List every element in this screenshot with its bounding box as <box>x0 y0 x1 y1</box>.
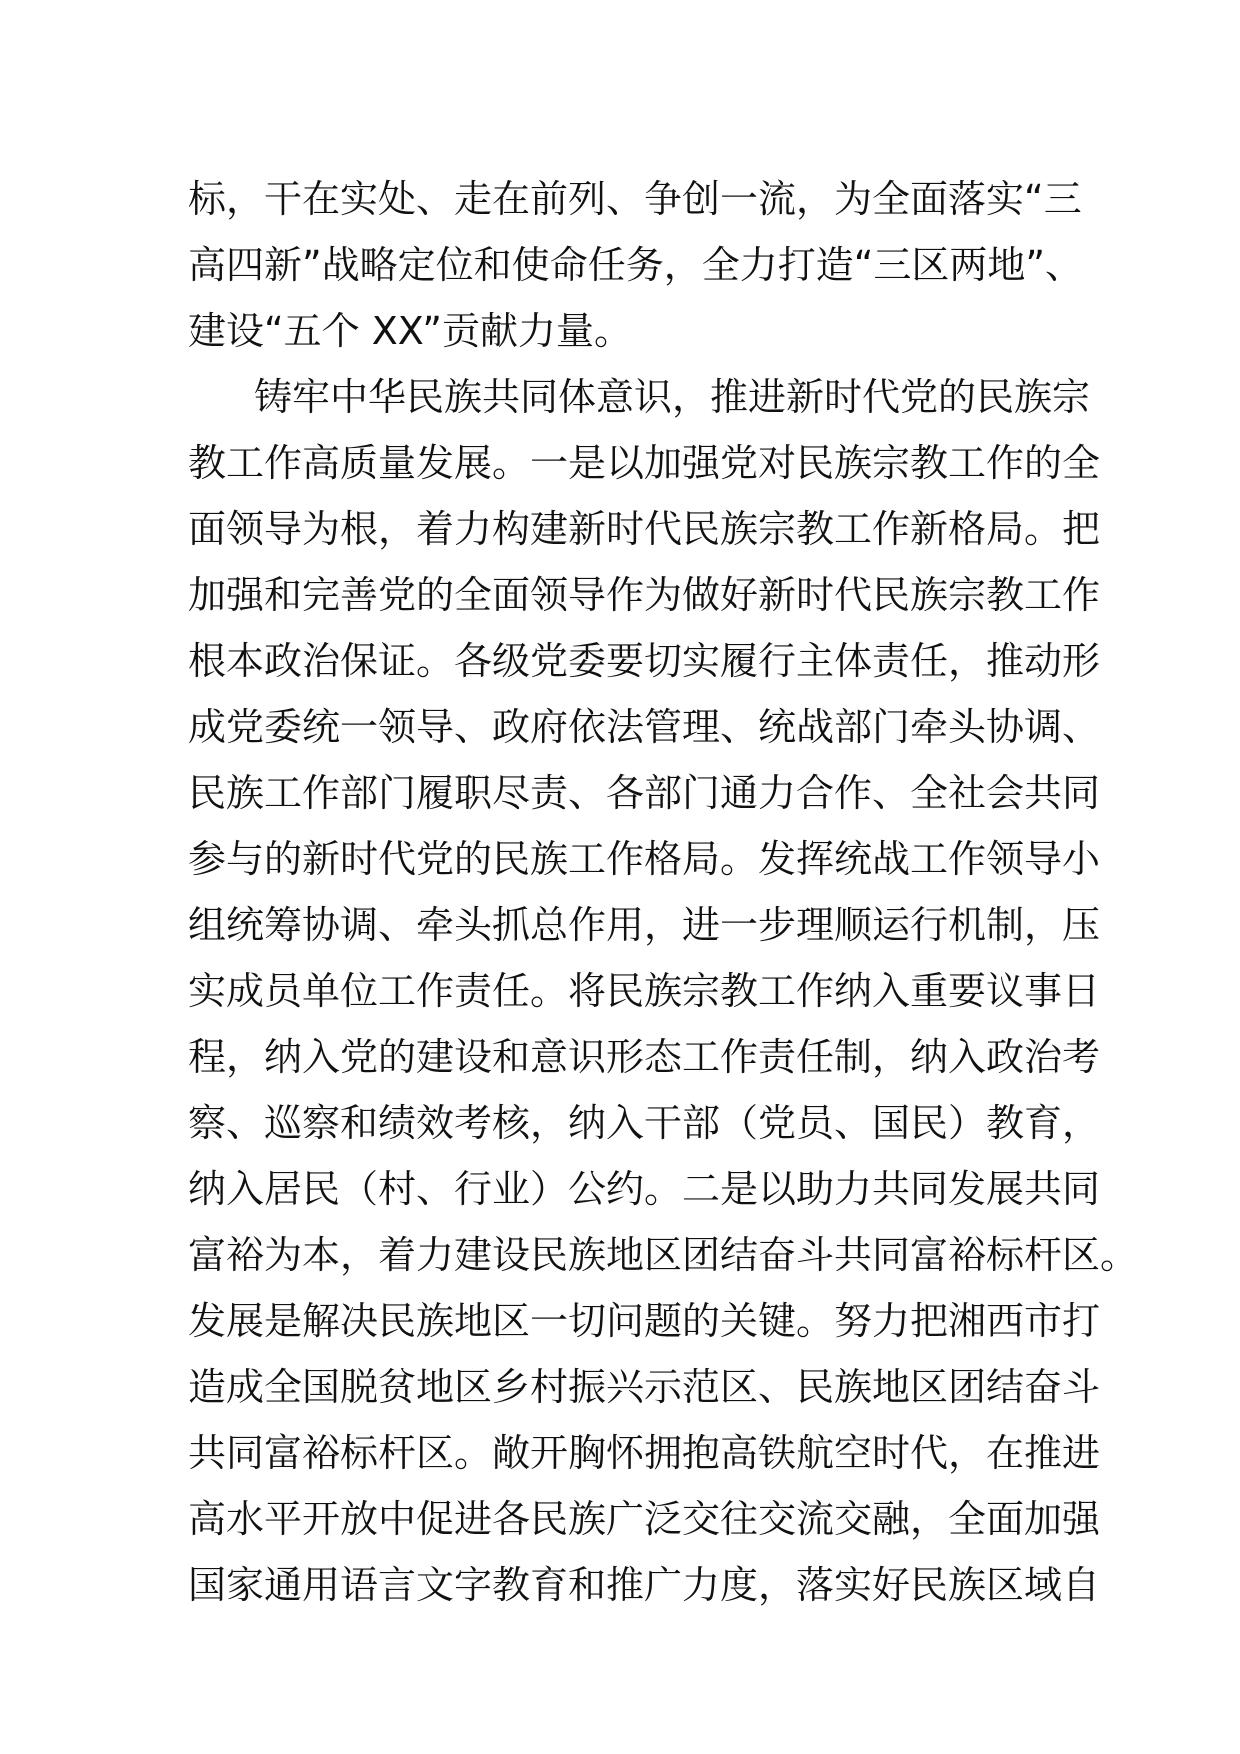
text-line: 面领导为根，着力构建新时代民族宗教工作新格局。把 <box>188 507 1101 551</box>
document-body <box>188 166 1139 1618</box>
text-line: 根本政治保证。各级党委要切实履行主体责任，推动形 <box>188 639 1101 683</box>
text-line: 程，纳入党的建设和意识形态工作责任制，纳入政治考 <box>188 1035 1101 1079</box>
text-line: 造成全国脱贫地区乡村振兴示范区、民族地区团结奋斗 <box>188 1365 1101 1409</box>
text-line: 纳入居民（村、行业）公约。二是以助力共同发展共同 <box>188 1167 1101 1211</box>
text-line: 民族工作部门履职尽责、各部门通力合作、全社会共同 <box>188 771 1101 815</box>
text-line: 加强和完善党的全面领导作为做好新时代民族宗教工作 <box>188 573 1101 617</box>
text-line: 共同富裕标杆区。敞开胸怀拥抱高铁航空时代，在推进 <box>188 1431 1101 1475</box>
text-line: 察、巡察和绩效考核，纳入干部（党员、国民）教育， <box>188 1101 1101 1145</box>
paragraph-1 <box>188 166 1084 364</box>
text-line: 建设“五个 XX”贡献力量。 <box>188 309 632 353</box>
text-line: 富裕为本，着力建设民族地区团结奋斗共同富裕标杆区。 <box>188 1233 1139 1277</box>
text-line: 发展是解决民族地区一切问题的关键。努力把湘西市打 <box>188 1299 1101 1343</box>
text-line: 实成员单位工作责任。将民族宗教工作纳入重要议事日 <box>188 969 1101 1013</box>
paragraph-2 <box>188 364 1139 1618</box>
text-line: 参与的新时代党的民族工作格局。发挥统战工作领导小 <box>188 837 1101 881</box>
text-line: 教工作高质量发展。一是以加强党对民族宗教工作的全 <box>188 441 1101 485</box>
text-line: 铸牢中华民族共同体意识，推进新时代党的民族宗 <box>254 375 1091 419</box>
text-line: 高水平开放中促进各民族广泛交往交流交融，全面加强 <box>188 1497 1101 1541</box>
text-line: 标，干在实处、走在前列、争创一流，为全面落实“三 <box>188 177 1082 221</box>
text-line: 组统筹协调、牵头抓总作用，进一步理顺运行机制，压 <box>188 903 1101 947</box>
text-line: 成党委统一领导、政府依法管理、统战部门牵头协调、 <box>188 705 1101 749</box>
text-line: 高四新”战略定位和使命任务，全力打造“三区两地”、 <box>188 243 1084 287</box>
text-line: 国家通用语言文字教育和推广力度，落实好民族区域自 <box>188 1563 1101 1607</box>
